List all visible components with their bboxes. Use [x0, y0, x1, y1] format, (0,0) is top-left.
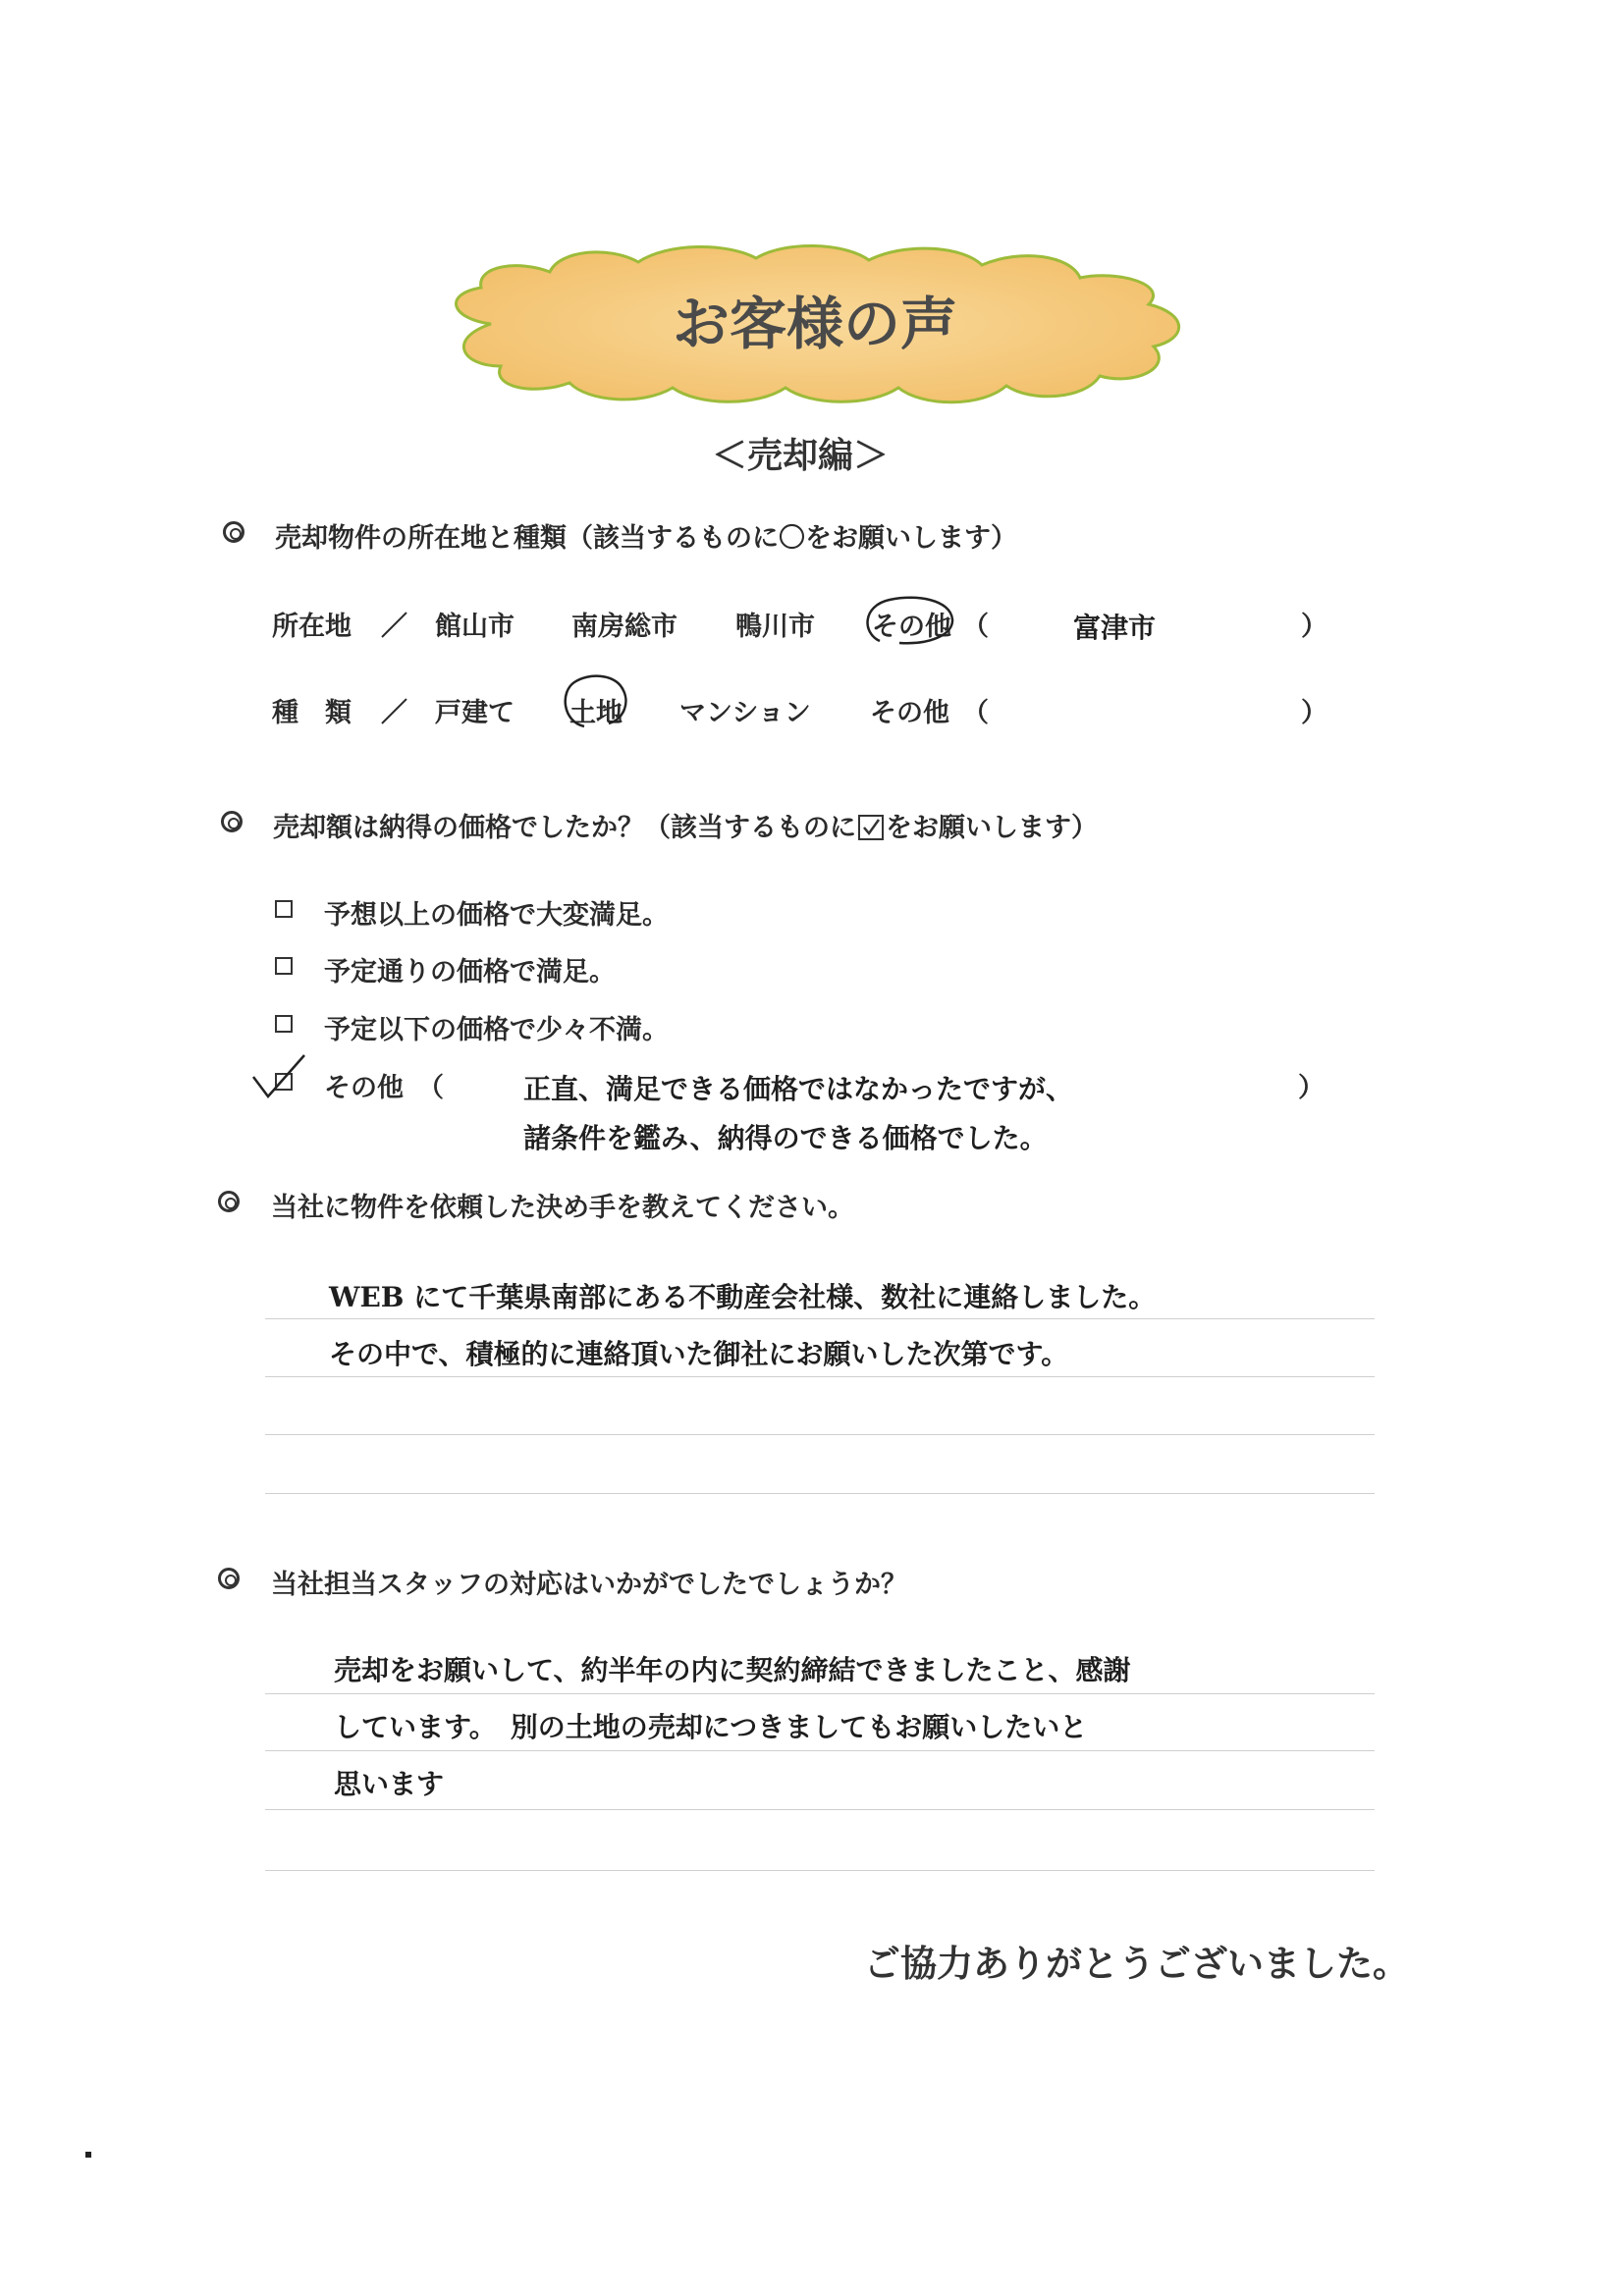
bullet-icon — [218, 1568, 240, 1589]
type-label: 種 類 — [272, 698, 352, 728]
thanks-message: ご協力ありがとうございました。 — [864, 1943, 1409, 1985]
page-subtitle: ＜売却編＞ — [712, 436, 890, 476]
choice-checkbox[interactable] — [275, 1015, 293, 1033]
answer-rule — [265, 1693, 1375, 1694]
choice-label: その他 — [324, 1073, 404, 1103]
checkbox-example-icon — [858, 815, 884, 840]
location-label: 所在地 — [272, 612, 352, 642]
q3-answer-line-2: その中で、積極的に連絡頂いた御社にお願いした次第です。 — [329, 1338, 1069, 1370]
bullet-icon — [218, 1191, 240, 1212]
location-close-paren: ） — [1301, 612, 1327, 642]
q4-answer-line-1: 売却をお願いして、約半年の内に契約締結できましたこと、感謝 — [334, 1654, 1131, 1686]
choice-checkbox[interactable] — [275, 957, 293, 975]
type-option-other[interactable]: その他 — [870, 698, 949, 728]
location-open-paren: （ — [962, 612, 989, 642]
q4-question: 当社担当スタッフの対応はいかがでしたでしょうか？ — [271, 1570, 907, 1600]
bullet-icon — [223, 521, 244, 543]
location-option-tateyama[interactable]: 館山市 — [435, 612, 514, 642]
type-option-mansion[interactable]: マンション — [679, 698, 811, 728]
scan-dot — [85, 2152, 91, 2158]
checkmark-icon — [250, 1052, 309, 1101]
page-title: お客様の声 — [672, 291, 958, 357]
location-option-kamogawa[interactable]: 鴨川市 — [735, 612, 815, 642]
type-option-land[interactable]: 土地 — [569, 698, 623, 728]
choice-checkbox[interactable] — [275, 900, 293, 918]
q1-question: 売却物件の所在地と種類（該当するものに〇をお願いします） — [275, 523, 1017, 554]
other-open-paren: （ — [417, 1073, 444, 1103]
title-cloud — [432, 240, 1198, 407]
choice-label: 予想以上の価格で大変満足。 — [324, 900, 669, 931]
type-open-paren: （ — [962, 698, 989, 728]
other-answer-line-1: 正直、満足できる価格ではなかったですが、 — [523, 1073, 1074, 1105]
location-other-value: 富津市 — [1073, 612, 1157, 644]
choice-label: 予定通りの価格で満足。 — [324, 957, 616, 988]
selection-circle-icon — [860, 592, 958, 649]
answer-rule — [265, 1493, 1375, 1494]
answer-rule — [265, 1434, 1375, 1435]
answer-rule — [265, 1318, 1375, 1319]
q3-question: 当社に物件を依頼した決め手を教えてください。 — [271, 1193, 854, 1223]
q2-question-part-b: をお願いします） — [886, 813, 1098, 843]
answer-rule — [265, 1376, 1375, 1377]
bullet-icon — [221, 811, 243, 832]
answer-rule — [265, 1870, 1375, 1871]
q2-question-part-a: 売却額は納得の価格でしたか？（該当するものに — [273, 813, 856, 843]
location-option-other[interactable]: その他 — [872, 612, 951, 642]
selection-circle-icon — [555, 672, 633, 731]
location-separator: ／ — [381, 612, 407, 642]
q4-answer-line-2: しています。 別の土地の売却につきましてもお願いしたいと — [334, 1711, 1088, 1743]
q2-question — [273, 806, 1098, 844]
type-separator: ／ — [381, 698, 407, 728]
choice-label: 予定以下の価格で少々不満。 — [324, 1015, 669, 1045]
q3-answer-line-1: WEB にて千葉県南部にある不動産会社様、数社に連絡しました。 — [329, 1281, 1157, 1313]
answer-rule — [265, 1809, 1375, 1810]
answer-rule — [265, 1750, 1375, 1751]
type-option-house[interactable]: 戸建て — [435, 698, 514, 728]
location-option-minamiboso[interactable]: 南房総市 — [571, 612, 677, 642]
other-close-paren: ） — [1298, 1073, 1325, 1103]
type-close-paren: ） — [1301, 698, 1327, 728]
other-answer-line-2: 諸条件を鑑み、納得のできる価格でした。 — [523, 1122, 1048, 1154]
q4-answer-line-3: 思います — [334, 1768, 445, 1800]
